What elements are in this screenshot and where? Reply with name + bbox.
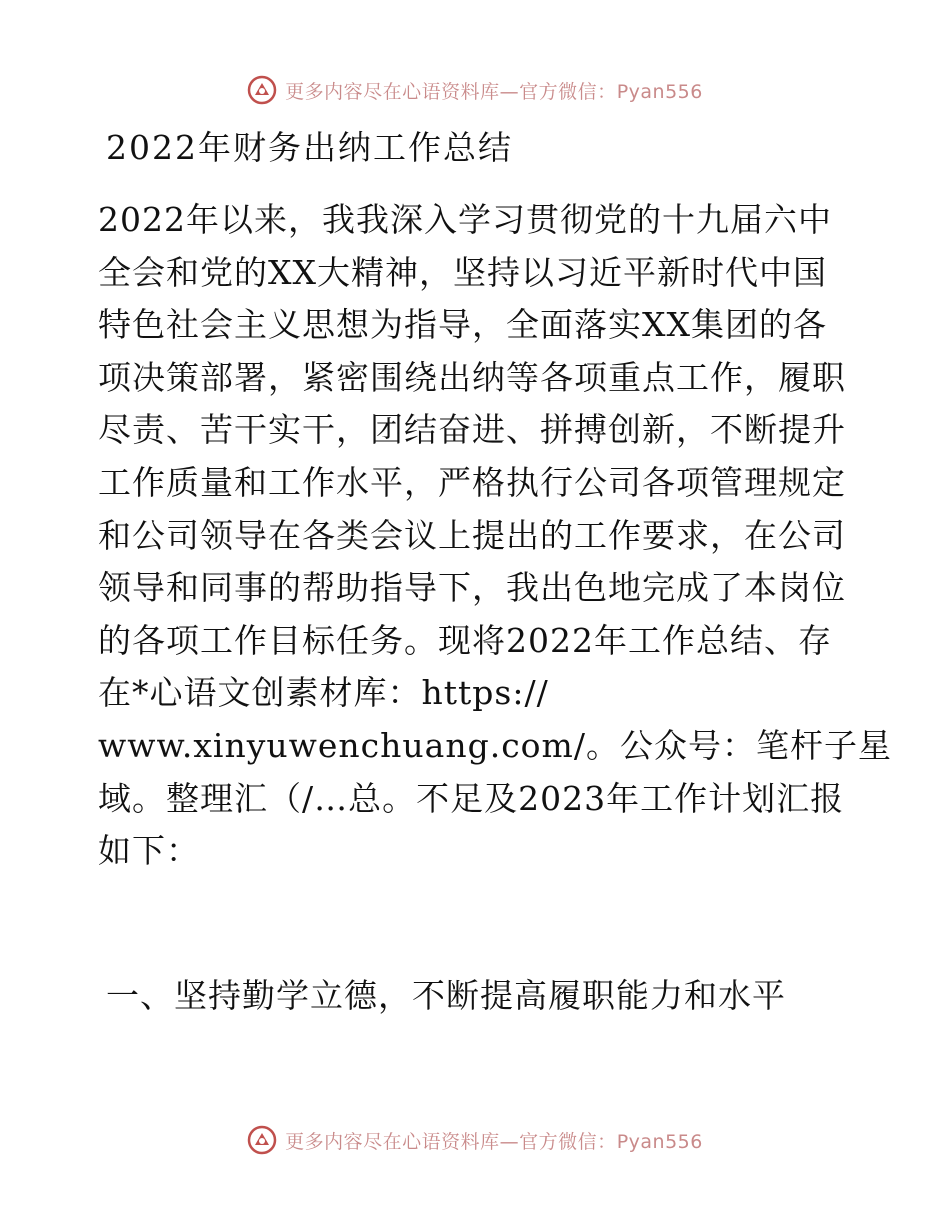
watermark-wechat-id: Pyan556: [616, 1130, 703, 1153]
watermark-separator: —: [499, 1130, 520, 1153]
paragraph-line: www.xinyuwenchuang.com/。公众号：笔杆子星: [98, 726, 892, 765]
watermark-wechat-id: Pyan556: [616, 80, 703, 103]
watermark-separator: —: [499, 80, 520, 103]
watermark-header: [0, 70, 950, 110]
document-title: 2022年财务出纳工作总结: [106, 128, 513, 167]
section-heading: 一、坚持勤学立德，不断提高履职能力和水平: [106, 976, 786, 1015]
watermark-wechat-label: 官方微信：: [519, 80, 617, 103]
paragraph-line: 尽责、苦干实干，团结奋进、拼搏创新，不断提升: [98, 410, 846, 450]
watermark-text: [285, 77, 703, 104]
paragraph-line: 如下：: [98, 831, 200, 871]
watermark-text: [285, 1127, 703, 1154]
watermark-main-text: 更多内容尽在心语资料库: [285, 80, 500, 103]
paragraph-line: 的各项工作目标任务。现将2022年工作总结、存: [98, 620, 832, 660]
paragraph-line: 领导和同事的帮助指导下，我出色地完成了本岗位: [98, 568, 846, 608]
paragraph-line: 和公司领导在各类会议上提出的工作要求，在公司: [98, 515, 846, 555]
paragraph-line: 2022年以来，我我深入学习贯彻党的十九届六中: [98, 200, 832, 239]
watermark-main-text: 更多内容尽在心语资料库: [285, 1130, 500, 1153]
paragraph-line: 域。整理汇（/…总。不足及2023年工作计划汇报: [98, 778, 845, 818]
paragraph-line: 特色社会主义思想为指导，全面落实XX集团的各: [98, 305, 827, 345]
seal-logo-icon: [247, 1125, 277, 1155]
watermark-footer: [0, 1120, 950, 1160]
paragraph-line: 工作质量和工作水平，严格执行公司各项管理规定: [98, 463, 846, 502]
seal-logo-icon: [247, 75, 277, 105]
paragraph-line: 在*心语文创素材库：https://: [98, 673, 549, 713]
paragraph-line: 全会和党的XX大精神，坚持以习近平新时代中国: [98, 252, 827, 292]
paragraph-line: 项决策部署，紧密围绕出纳等各项重点工作，履职: [98, 357, 846, 397]
watermark-wechat-label: 官方微信：: [519, 1130, 617, 1153]
